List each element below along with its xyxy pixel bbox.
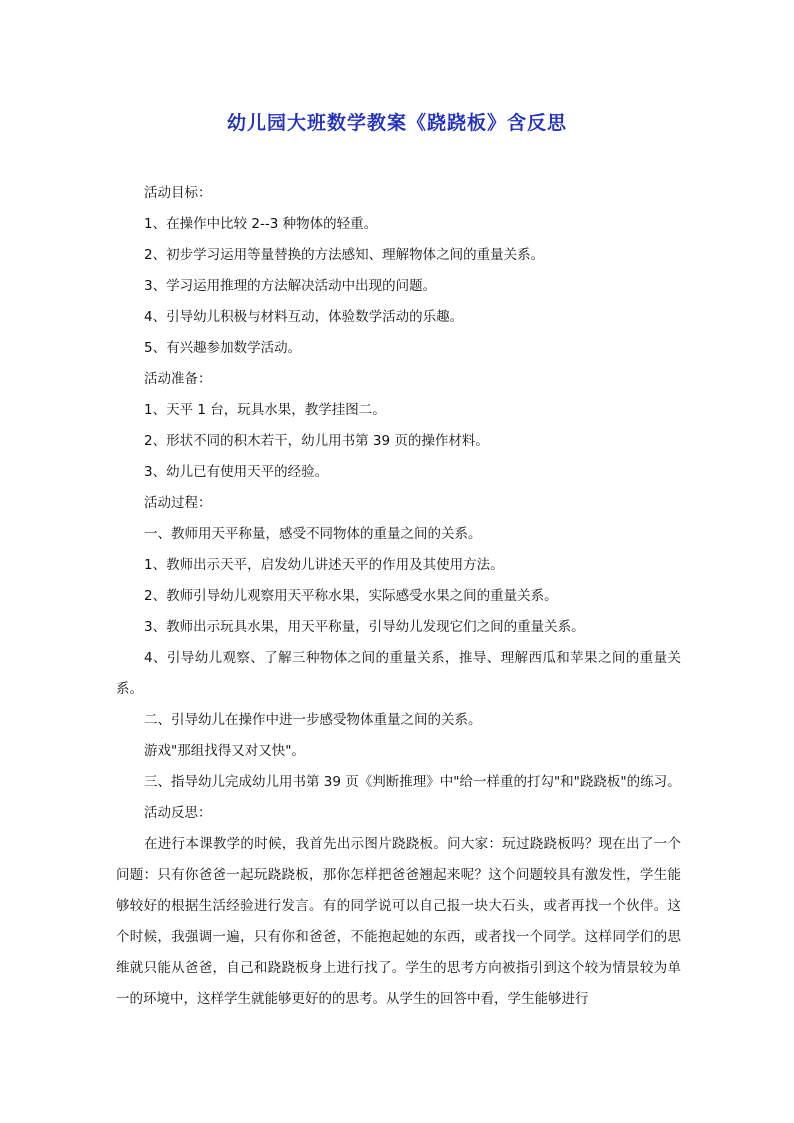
- paragraph-prep-3: 3、幼儿已有使用天平的经验。: [144, 464, 329, 480]
- paragraph-process-step-1: 一、教师用天平称量，感受不同物体的重量之间的关系。: [144, 526, 482, 542]
- paragraph-reflection-body: 在进行本课教学的时候，我首先出示图片跷跷板。问大家：玩过跷跷板吗？现在出了一个问题：只有你爸爸一起玩跷跷板，那你怎样把爸爸翘起来呢？这个问题较具有激发性，学生能够较好的根据生活经验进行发言。有的同学说可以自己报一块大石头，或者再找一个伙伴。这个时候，我强调一遍，只有你和爸爸，不能抱起她的东西，或者找一个同学。这样同学们的思维就只能从爸爸，自己和跷跷板身上进行找了。学生的思考方向被指引到这个较为情景较为单一的环境中，这样学生就能够更好的的思考。从学生的回答中看，学生能够进行: [116, 836, 681, 1007]
- paragraph-process-step-2: 二、引导幼儿在操作中进一步感受物体重量之间的关系。: [144, 712, 482, 728]
- paragraph-prep-1: 1、天平 1 台，玩具水果，教学挂图二。: [144, 402, 386, 418]
- paragraph-prep-2: 2、形状不同的积木若干，幼儿用书第 39 页的操作材料。: [144, 433, 489, 449]
- paragraph-prep-heading: 活动准备：: [144, 371, 212, 387]
- document-body: [116, 178, 681, 1015]
- paragraph-process-heading: 活动过程：: [144, 495, 212, 511]
- paragraph-goal-2: 2、初步学习运用等量替换的方法感知、理解物体之间的重量关系。: [144, 247, 545, 263]
- page-title: 幼儿园大班数学教案《跷跷板》含反思: [226, 112, 567, 134]
- paragraph-goal-1: 1、在操作中比较 2--3 种物体的轻重。: [144, 216, 378, 232]
- paragraph-goal-4: 4、引导幼儿积极与材料互动，体验数学活动的乐趣。: [144, 309, 464, 325]
- paragraph-process-1-1: 1、教师出示天平，启发幼儿讲述天平的作用及其使用方法。: [144, 557, 504, 573]
- paragraph-goals-heading: 活动目标：: [144, 185, 212, 201]
- paragraph-process-step-3: 三、指导幼儿完成幼儿用书第 39 页《判断推理》中"给一样重的打勾"和"跷跷板"的练习。: [144, 774, 681, 790]
- paragraph-process-1-2: 2、教师引导幼儿观察用天平称水果，实际感受水果之间的重量关系。: [144, 588, 558, 604]
- paragraph-goal-5: 5、有兴趣参加数学活动。: [144, 340, 302, 356]
- paragraph-game: 游戏"那组找得又对又快"。: [144, 743, 305, 759]
- paragraph-process-1-3: 3、教师出示玩具水果，用天平称量，引导幼儿发现它们之间的重量关系。: [144, 619, 585, 635]
- paragraph-goal-3: 3、学习运用推理的方法解决活动中出现的问题。: [144, 278, 437, 294]
- paragraph-process-1-4: 4、引导幼儿观察、了解三种物体之间的重量关系，推导、理解西瓜和苹果之间的重量关系。: [116, 650, 681, 697]
- paragraph-reflection-heading: 活动反思：: [144, 805, 212, 821]
